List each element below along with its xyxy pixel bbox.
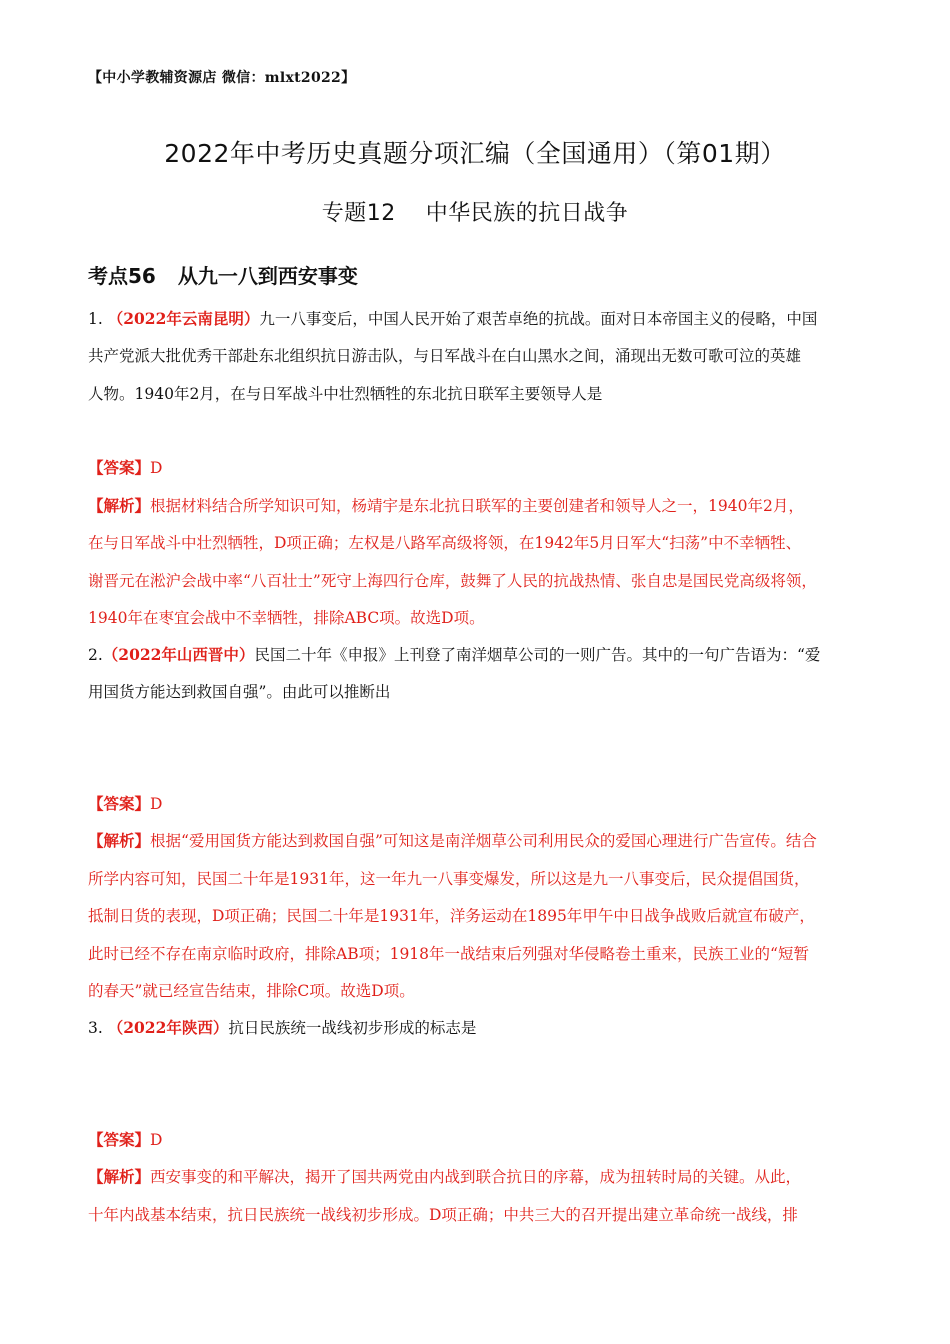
q2-analysis-line-3: 抵制日货的表现，D项正确；民国二十年是1931年，洋务运动在1895年甲午中日战争战败后就宣布破产， [88,907,815,925]
section-label: 考点56 [88,264,156,288]
q2-answer: 【答案】D [88,794,163,813]
q2-analysis-line-2: 所学内容可知，民国二十年是1931年，这一年九一八事变爆发，所以这是九一八事变后，民众提倡国货， [88,870,810,888]
topic-name: 中华民族的抗日战争 [425,201,629,226]
q1-analysis-line-3: 谢晋元在淞沪会战中率“八百壮士”死守上海四行仓库，鼓舞了人民的抗战热情、张自忠是国民党高级将领， [88,572,817,590]
sub-title [0,196,950,227]
q3-analysis-line-2: 十年内战基本结束，抗日民族统一战线初步形成。D项正确；中共三大的召开提出建立革命统一战线，排 [88,1206,798,1224]
q1-source: （2022年云南昆明） [107,309,260,328]
section-name: 从九一八到西安事变 [177,264,358,288]
q1-answer: 【答案】D [88,458,163,477]
topic-number: 专题12 [321,201,396,226]
q2-source: （2022年山西晋中） [102,645,255,664]
q1-stem-line-1: 1. （2022年云南昆明）九一八事变后，中国人民开始了艰苦卓绝的抗战。面对日本帝国主义的侵略，中国 [88,309,818,328]
q1-analysis-line-2: 在与日军战斗中壮烈牺牲，D项正确；左权是八路军高级将领，在1942年5月日军大“扫荡”中不幸牺牲、 [88,534,802,552]
q3-answer: 【答案】D [88,1130,163,1149]
q1-stem-line-2: 共产党派大批优秀干部赴东北组织抗日游击队，与日军战斗在白山黑水之间，涌现出无数可歌可泣的英雄 [88,347,802,365]
q1-stem-line-3: 人物。1940年2月，在与日军战斗中壮烈牺牲的东北抗日联军主要领导人是 [88,385,603,403]
main-title: 2022年中考历史真题分项汇编（全国通用）（第01期） [164,139,786,168]
header-note: 【中小学教辅资源店 微信：mlxt2022】 [88,70,356,86]
q1-number: 1. [88,310,103,328]
q2-analysis-line-5: 的春天”就已经宣告结束，排除C项。故选D项。 [88,982,415,1000]
q2-number: 2. [88,646,103,664]
q3-analysis-line-1: 【解析】西安事变的和平解决，揭开了国共两党由内战到联合抗日的序幕，成为扭转时局的关键。从此， [88,1167,802,1186]
q2-analysis-line-4: 此时已经不存在南京临时政府，排除AB项；1918年一战结束后列强对华侵略卷土重来，民族工业的“短暂 [88,945,809,963]
q1-analysis-line-4: 1940年在枣宜会战中不幸牺牲，排除ABC项。故选D项。 [88,609,485,627]
q2-stem-line-1: 2.（2022年山西晋中）民国二十年《申报》上刊登了南洋烟草公司的一则广告。其中的一句广告语为：“爱 [88,645,821,664]
section-title [88,260,358,289]
q2-analysis-line-1: 【解析】根据“爱用国货方能达到救国自强”可知这是南洋烟草公司利用民众的爱国心理进行广告宣传。结合 [88,831,817,850]
q2-stem-line-2: 用国货方能达到救国自强”。由此可以推断出 [88,683,391,701]
q1-analysis-line-1: 【解析】根据材料结合所学知识可知，杨靖宇是东北抗日联军的主要创建者和领导人之一，1940年2月， [88,496,804,515]
q3-stem-line-1: 3. （2022年陕西）抗日民族统一战线初步形成的标志是 [88,1018,477,1037]
q3-number: 3. [88,1019,103,1037]
q3-source: （2022年陕西） [107,1018,229,1037]
